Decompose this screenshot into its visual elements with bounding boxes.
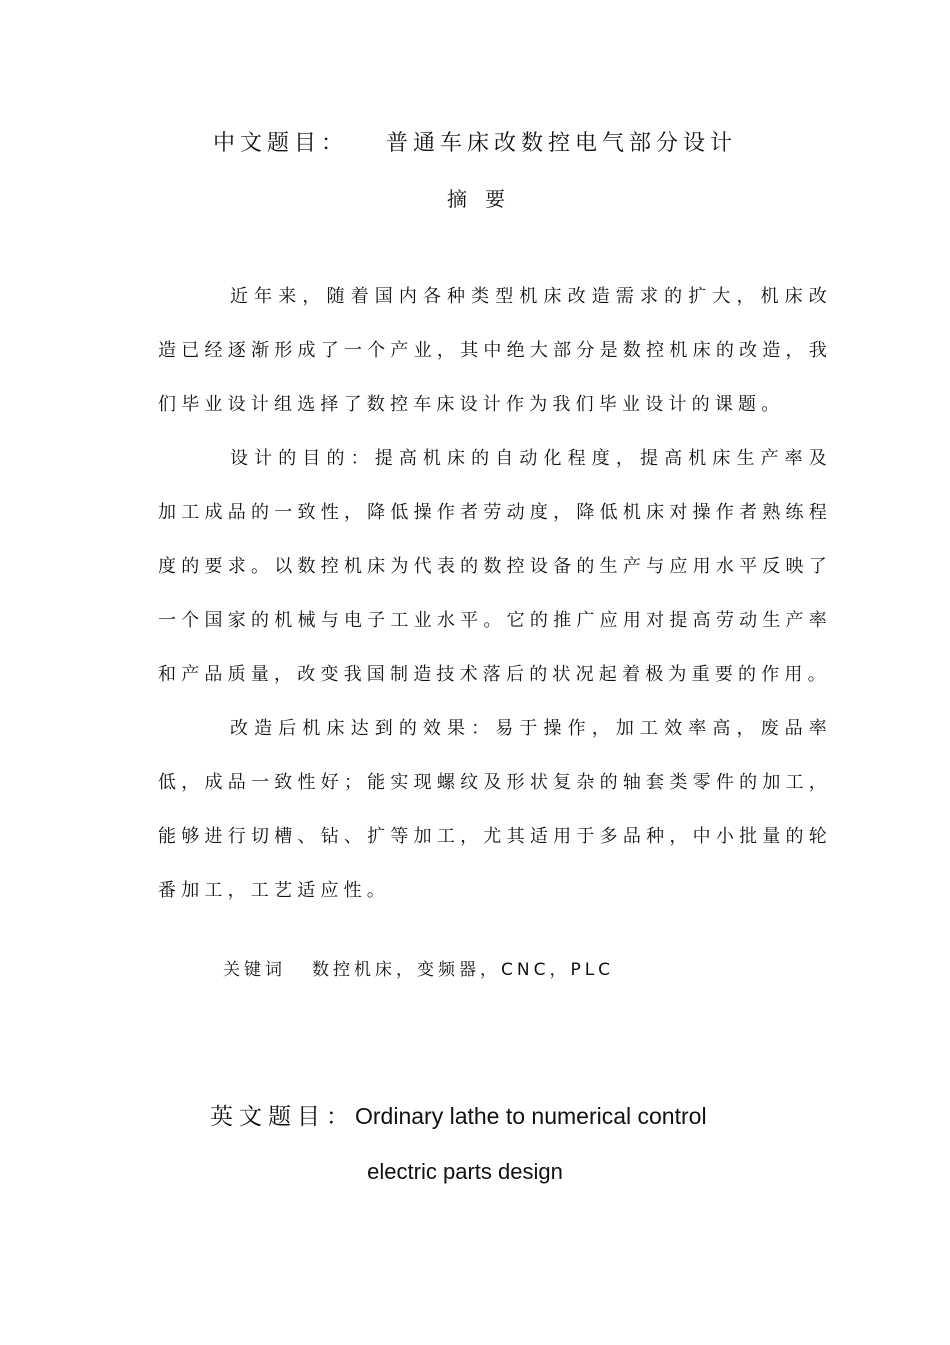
english-title-text-1: Ordinary lathe to numerical control	[355, 1103, 707, 1129]
abstract-heading: 摘要	[447, 187, 523, 211]
abstract-paragraph-2: 设计的目的：提高机床的自动化程度，提高机床生产率及加工成品的一致性，降低操作者劳动度，降低机床对操作者熟练程度的要求。以数控机床为代表的数控设备的生产与应用水平反映了一个国家的机械与电子工业水平。它的推广应用对提高劳动生产率和产品质量，改变我国制造技术落后的状况起着极为重要的作用。	[158, 448, 832, 685]
chinese-title-label: 中文题目：	[212, 131, 348, 156]
chinese-title-text: 普通车床改数控电气部分设计	[386, 131, 738, 156]
english-title-line-2: electric parts design	[367, 1159, 563, 1184]
chinese-title	[0, 128, 950, 160]
abstract-body	[158, 270, 832, 918]
english-title-label: 英文题目：	[210, 1104, 355, 1130]
abstract-paragraph-3: 改造后机床达到的效果：易于操作，加工效率高，废品率低，成品一致性好；能实现螺纹及形状复杂的轴套类零件的加工，能够进行切槽、钻、扩等加工，尤其适用于多品种，中小批量的轮番加工，工艺适应性。	[158, 718, 832, 901]
keywords-label: 关键词	[223, 960, 286, 980]
abstract-paragraph-1: 近年来，随着国内各种类型机床改造需求的扩大，机床改造已经逐渐形成了一个产业，其中绝大部分是数控机床的改造，我们毕业设计组选择了数控车床设计作为我们毕业设计的课题。	[158, 286, 832, 415]
keywords-line	[223, 955, 614, 985]
keywords-text: 数控机床，变频器，CNC，PLC	[312, 960, 615, 980]
english-title-line-1	[210, 1098, 707, 1135]
